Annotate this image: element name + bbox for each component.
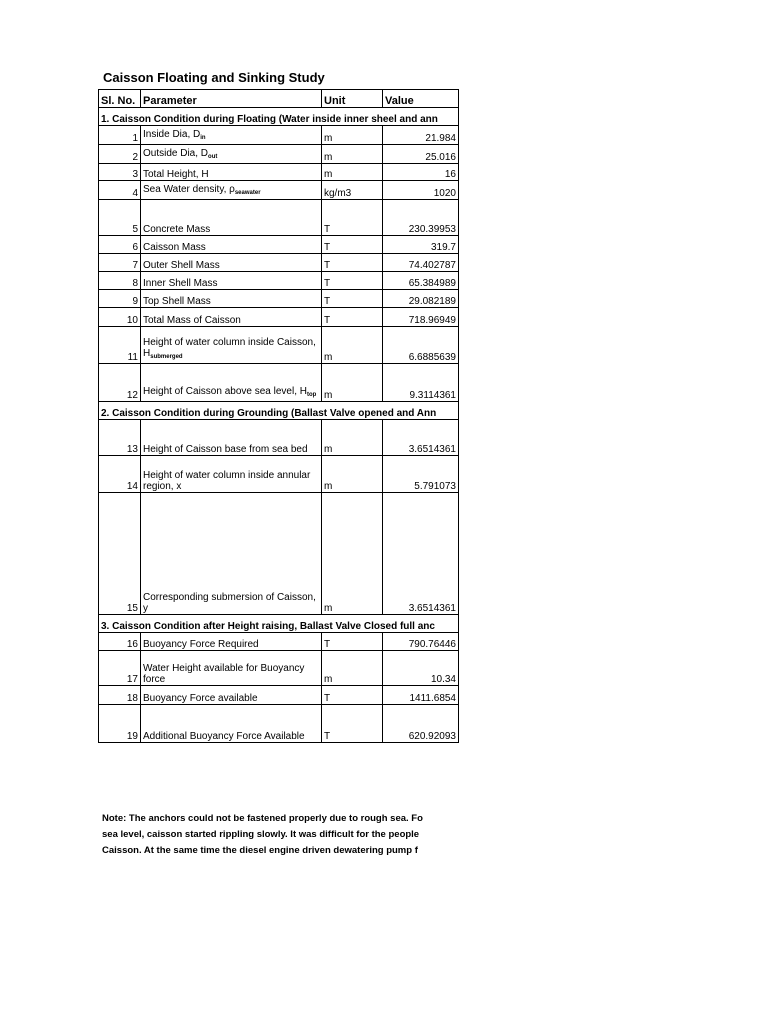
parameter-text: Total Height, H [143, 169, 209, 180]
table-row [99, 493, 459, 615]
unit-cell: m [322, 164, 383, 181]
sl-no-cell: 16 [99, 633, 141, 651]
parameter-text: Height of water column inside Caisson, H [143, 337, 316, 359]
sl-no-cell: 14 [99, 456, 141, 493]
table-row [99, 651, 459, 686]
section-heading: 3. Caisson Condition after Height raising, Ballast Valve Closed full anc [99, 615, 459, 633]
table-row [99, 181, 459, 200]
unit-cell: m [322, 456, 383, 493]
unit-cell: T [322, 200, 383, 236]
sl-no-cell: 17 [99, 651, 141, 686]
parameter-cell [141, 290, 322, 308]
parameter-subscript: out [208, 154, 218, 160]
parameter-text: Height of Caisson above sea level, H [143, 386, 307, 397]
parameter-cell [141, 651, 322, 686]
unit-cell: m [322, 145, 383, 164]
sl-no-cell: 9 [99, 290, 141, 308]
parameter-subscript: seawater [234, 190, 261, 196]
table-row [99, 364, 459, 402]
parameter-text: Height of Caisson base from sea bed [143, 444, 308, 455]
value-cell: 319.7 [383, 236, 459, 254]
table-row [99, 705, 459, 743]
parameter-text: Sea Water density, ρ [143, 184, 235, 195]
unit-cell: T [322, 308, 383, 327]
sl-no-cell: 12 [99, 364, 141, 402]
parameter-text: Concrete Mass [143, 224, 211, 235]
unit-cell: m [322, 651, 383, 686]
value-cell: 230.39953 [383, 200, 459, 236]
parameter-text: Height of water column inside annular region, x [143, 470, 311, 492]
sl-no-cell: 4 [99, 181, 141, 200]
unit-cell: T [322, 705, 383, 743]
unit-cell: m [322, 364, 383, 402]
parameter-text: Outer Shell Mass [143, 260, 220, 271]
table-row [99, 236, 459, 254]
parameter-text: Caisson Mass [143, 242, 206, 253]
note-block [102, 811, 445, 859]
section-row [99, 402, 459, 420]
table-row [99, 272, 459, 290]
sl-no-cell: 18 [99, 686, 141, 705]
value-cell: 1411.6854 [383, 686, 459, 705]
unit-cell: m [322, 327, 383, 364]
unit-cell: m [322, 493, 383, 615]
section-row [99, 615, 459, 633]
value-cell: 74.402787 [383, 254, 459, 272]
table-row [99, 686, 459, 705]
caisson-table [98, 89, 459, 743]
sl-no-cell: 10 [99, 308, 141, 327]
parameter-cell [141, 686, 322, 705]
table-row [99, 200, 459, 236]
table-row [99, 633, 459, 651]
parameter-cell [141, 200, 322, 236]
unit-cell: T [322, 254, 383, 272]
parameter-cell [141, 420, 322, 456]
value-cell: 9.3114361 [383, 364, 459, 402]
parameter-subscript: in [200, 135, 206, 141]
note-line: Note: The anchors could not be fastened properly due to rough sea. Fo [102, 813, 423, 824]
parameter-cell [141, 236, 322, 254]
sl-no-cell: 11 [99, 327, 141, 364]
parameter-text: Buoyancy Force available [143, 693, 258, 704]
unit-cell: m [322, 126, 383, 145]
parameter-cell [141, 145, 322, 164]
unit-cell: T [322, 686, 383, 705]
table-row [99, 164, 459, 181]
value-cell: 620.92093 [383, 705, 459, 743]
parameter-text: Total Mass of Caisson [143, 315, 241, 326]
parameter-cell [141, 254, 322, 272]
value-cell: 1020 [383, 181, 459, 200]
parameter-cell [141, 364, 322, 402]
header-unit: Unit [322, 90, 383, 108]
parameter-cell [141, 308, 322, 327]
value-cell: 6.6885639 [383, 327, 459, 364]
value-cell: 718.96949 [383, 308, 459, 327]
sl-no-cell: 3 [99, 164, 141, 181]
parameter-text: Inside Dia, D [143, 129, 201, 140]
section-heading: 2. Caisson Condition during Grounding (Ballast Valve opened and Ann [99, 402, 459, 420]
unit-cell: T [322, 236, 383, 254]
unit-cell: kg/m3 [322, 181, 383, 200]
value-cell: 65.384989 [383, 272, 459, 290]
value-cell: 25.016 [383, 145, 459, 164]
value-cell: 10.34 [383, 651, 459, 686]
parameter-subscript: submerged [150, 354, 183, 360]
parameter-cell [141, 456, 322, 493]
unit-cell: m [322, 420, 383, 456]
unit-cell: T [322, 290, 383, 308]
sl-no-cell: 1 [99, 126, 141, 145]
table-row [99, 254, 459, 272]
note-line: Caisson. At the same time the diesel engine driven dewatering pump f [102, 845, 418, 856]
parameter-text: Buoyancy Force Required [143, 639, 259, 650]
value-cell: 3.6514361 [383, 420, 459, 456]
parameter-text: Outside Dia, D [143, 148, 209, 159]
table-row [99, 126, 459, 145]
sl-no-cell: 8 [99, 272, 141, 290]
table-row [99, 456, 459, 493]
value-cell: 790.76446 [383, 633, 459, 651]
table-row [99, 145, 459, 164]
parameter-cell [141, 181, 322, 200]
header-row [99, 90, 459, 108]
value-cell: 21.984 [383, 126, 459, 145]
sl-no-cell: 6 [99, 236, 141, 254]
table-row [99, 327, 459, 364]
sl-no-cell: 7 [99, 254, 141, 272]
parameter-cell [141, 164, 322, 181]
sl-no-cell: 2 [99, 145, 141, 164]
sl-no-cell: 5 [99, 200, 141, 236]
table-row [99, 308, 459, 327]
header-parameter: Parameter [141, 90, 322, 108]
header-sl-no: Sl. No. [99, 90, 141, 108]
table-row [99, 290, 459, 308]
sl-no-cell: 15 [99, 493, 141, 615]
unit-cell: T [322, 272, 383, 290]
unit-cell: T [322, 633, 383, 651]
parameter-cell [141, 493, 322, 615]
parameter-cell [141, 705, 322, 743]
table-row [99, 420, 459, 456]
value-cell: 29.082189 [383, 290, 459, 308]
sl-no-cell: 13 [99, 420, 141, 456]
value-cell: 5.791073 [383, 456, 459, 493]
value-cell: 16 [383, 164, 459, 181]
parameter-subscript: top [306, 392, 317, 398]
parameter-cell [141, 126, 322, 145]
sl-no-cell: 19 [99, 705, 141, 743]
parameter-text: Corresponding submersion of Caisson, y [143, 592, 316, 614]
caisson-table-container [98, 89, 456, 743]
parameter-text: Top Shell Mass [143, 296, 211, 307]
note-line: sea level, caisson started rippling slowly. It was difficult for the people [102, 829, 420, 840]
parameter-cell [141, 633, 322, 651]
header-value: Value [383, 90, 459, 108]
parameter-text: Water Height available for Buoyancy force [143, 663, 305, 685]
section-row [99, 108, 459, 126]
parameter-text: Additional Buoyancy Force Available [143, 731, 305, 742]
page-title: Caisson Floating and Sinking Study [103, 70, 325, 85]
parameter-cell [141, 272, 322, 290]
value-cell: 3.6514361 [383, 493, 459, 615]
parameter-text: Inner Shell Mass [143, 278, 218, 289]
section-heading: 1. Caisson Condition during Floating (Water inside inner sheel and ann [99, 108, 459, 126]
parameter-cell [141, 327, 322, 364]
